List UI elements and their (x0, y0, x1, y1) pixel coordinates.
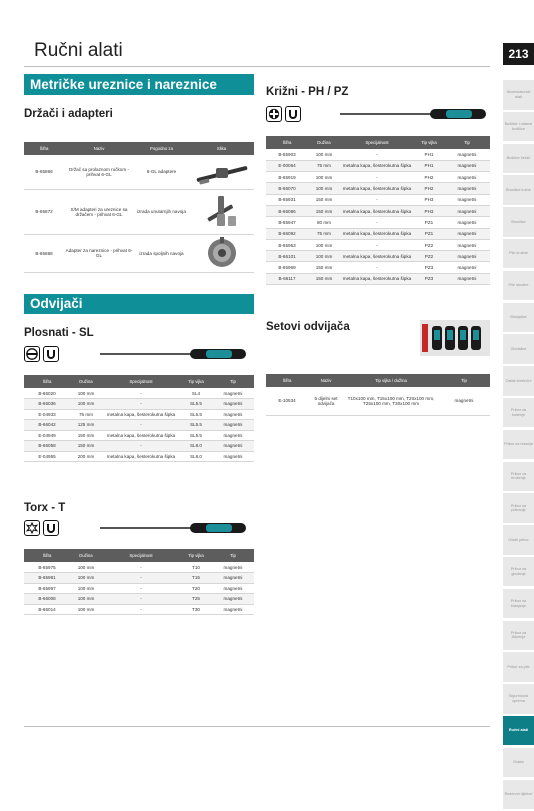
cell-naziv: Držač sa prolaznom ručkom - prihvat 6-GL (64, 155, 134, 189)
col-header: Tip (212, 375, 254, 388)
cell-specijalnost: metalna kapa, šesterokutna šipka (340, 251, 414, 262)
cell-pogodno: 6-GL adaptere (134, 155, 189, 189)
side-tab[interactable]: Ostalo (503, 748, 534, 778)
table-row (266, 262, 490, 273)
cell-naziv: Adapter za nareznice - prihvat 6-GL (64, 234, 134, 272)
side-tab[interactable]: Rezervni dijelovi (503, 780, 534, 810)
cell-pogodno: izrada spoljnih navoja (134, 234, 189, 272)
cell-tip-vijka: SL5.5 (180, 420, 212, 431)
cell-tip: magnetni (212, 420, 254, 431)
table-row (266, 172, 490, 183)
cell-tip: magnetni (212, 594, 254, 605)
cell-tip: magnetni (444, 205, 490, 216)
cell-specijalnost: - (102, 388, 180, 399)
side-tab[interactable]: Pribor za brušenje (503, 462, 534, 492)
cell-specijalnost: - (102, 604, 180, 615)
cell-tip-vijka: PH2 (414, 172, 444, 183)
magnet-icon (43, 520, 59, 536)
table-row (266, 194, 490, 205)
cell-sifra: B-65947 (266, 217, 308, 228)
cell-sifra: B-66036 (24, 399, 70, 410)
cell-specijalnost: - (102, 573, 180, 584)
cell-sifra: E-04933 (24, 409, 70, 420)
col-header: Specijalnost (102, 549, 180, 562)
cell-specijalnost: metalna kapa, šesterokutna šipka (340, 160, 414, 171)
col-header: Šifra (24, 375, 70, 388)
cell-tip: magnetni (212, 388, 254, 399)
cell-tip-vijka: T10 (180, 562, 212, 573)
table-row (24, 451, 254, 462)
col-header: Šifra (266, 374, 308, 387)
table-row (266, 217, 490, 228)
table-row (24, 562, 254, 573)
cell-tip-vijka: SL5.5 (180, 430, 212, 441)
table-krizni (266, 136, 490, 285)
cell-tip-vijka: PZ1 (414, 228, 444, 239)
cell-duzina: 125 mm (70, 420, 102, 431)
cell-specijalnost: - (340, 217, 414, 228)
col-header: Tip vijka (414, 136, 444, 149)
table-row (24, 573, 254, 584)
table-torx (24, 549, 254, 615)
cell-tip-vijka: SL8.0 (180, 441, 212, 452)
cell-sifra: B-65981 (24, 573, 70, 584)
cell-specijalnost: metalna kapa, šesterokutna šipka (102, 409, 180, 420)
cell-specijalnost: - (102, 420, 180, 431)
cell-tip: magnetni (212, 604, 254, 615)
cell-sifra: B-66042 (24, 420, 70, 431)
cell-naziv: S/M adapteri za ureznice sa držačem - prihvat 6-GL (64, 189, 134, 234)
table-setovi (266, 374, 490, 416)
cell-sifra: B-65888 (24, 234, 64, 272)
cell-duzina: 150 mm (308, 273, 340, 284)
cell-tip: magnetni (212, 409, 254, 420)
cell-sifra: B-65975 (24, 562, 70, 573)
cell-naziv: 5 dijelni set odvijača (308, 387, 344, 415)
col-header: Tip (438, 374, 490, 387)
table-row (24, 420, 254, 431)
tap-wrench-icon (192, 158, 252, 184)
page-number: 213 (503, 43, 534, 65)
cell-tip-vijka: PZ3 (414, 262, 444, 273)
cell-sifra: B-66008 (24, 594, 70, 605)
cell-specijalnost: - (102, 562, 180, 573)
cell-tip: magnetni (444, 160, 490, 171)
cell-specijalnost: metalna kapa, šesterokutna šipka (340, 228, 414, 239)
table-row (24, 409, 254, 420)
col-header: Dužina (70, 375, 102, 388)
section-banner-metricke: Metričke ureznice i nareznice (24, 74, 254, 95)
cell-tip-vijka: SL5.5 (180, 399, 212, 410)
side-tab[interactable]: Sigurnosna oprema (503, 684, 534, 714)
cell-specijalnost: - (102, 441, 180, 452)
cell-sifra: B-65919 (266, 172, 308, 183)
cell-tip: magnetni (444, 194, 490, 205)
col-header: Pogodno za (134, 142, 189, 155)
cell-tip-vijka: PH2 (414, 183, 444, 194)
side-tab[interactable]: Ostali pribor (503, 525, 534, 555)
screwdriver-set-image (420, 318, 490, 358)
side-tab[interactable]: Bušilice i udarne bušilice (503, 112, 534, 142)
cell-tip: magnetni (444, 239, 490, 250)
side-tab[interactable]: Blanjalice (503, 303, 534, 333)
col-header: Naziv (64, 142, 134, 155)
page-title: Ručni alati (34, 40, 123, 61)
col-header: Šifra (24, 142, 64, 155)
side-tab[interactable]: Pile kružne (503, 239, 534, 269)
cell-tip-vijka: PZ2 (414, 251, 444, 262)
cell-specijalnost: - (340, 239, 414, 250)
side-tab[interactable]: Brusilice (503, 207, 534, 237)
magnet-icon (43, 346, 59, 362)
table-row (266, 228, 490, 239)
cell-tip: magnetni (212, 430, 254, 441)
cell-specijalnost: metalna kapa, šesterokutna šipka (340, 273, 414, 284)
cell-tip: magnetni (444, 251, 490, 262)
col-header: Slika (189, 142, 254, 155)
col-header: Specijalnost (340, 136, 414, 149)
side-tab[interactable]: Pribor za pile (503, 652, 534, 682)
side-tab[interactable]: Brusilice kutne (503, 175, 534, 205)
cell-duzina: 150 mm (70, 430, 102, 441)
cell-tip-vijka: T25 (180, 594, 212, 605)
col-header: Dužina (308, 136, 340, 149)
cell-duzina: 100 mm (70, 583, 102, 594)
side-tab[interactable]: Akumulatorski alati (503, 80, 534, 110)
cell-tip-vijka: T15 (180, 573, 212, 584)
cell-tip-vijka: PZ1 (414, 217, 444, 228)
cell-duzina: 80 mm (308, 217, 340, 228)
cell-specijalnost: metalna kapa, šesterokutna šipka (340, 183, 414, 194)
cell-duzina: 100 mm (70, 399, 102, 410)
side-tab-strip (503, 80, 534, 811)
tap-adapter-icon (202, 192, 242, 230)
cell-duzina: 100 mm (308, 172, 340, 183)
cell-specijalnost: metalna kapa, šesterokutna šipka (102, 451, 180, 462)
table-row (24, 594, 254, 605)
side-tab[interactable]: Ručni alati (503, 716, 534, 746)
cell-tip: magnetni (212, 441, 254, 452)
cell-sifra: B-65866 (24, 155, 64, 189)
cell-sifra: E-10534 (266, 387, 308, 415)
cell-tip-vijka: T20 (180, 583, 212, 594)
cell-tip: magnetni (444, 273, 490, 284)
cell-sifra: B-66086 (266, 205, 308, 216)
screwdriver-sl-image (100, 346, 250, 362)
col-header: Tip (212, 549, 254, 562)
side-tab[interactable]: Pribor za blanjanje (503, 589, 534, 619)
cell-duzina: 100 mm (308, 183, 340, 194)
subsection-title-drzaci: Držači i adapteri (24, 108, 113, 120)
table-row (24, 583, 254, 594)
cell-sifra: B-65953 (266, 239, 308, 250)
col-header: Tip vijka (180, 375, 212, 388)
cell-duzina: 100 mm (70, 562, 102, 573)
side-tab[interactable]: Pile ubodne (503, 271, 534, 301)
cell-tip-vijka: SL5.5 (180, 409, 212, 420)
cell-specijalnost: metalna kapa, šesterokutna šipka (102, 430, 180, 441)
cell-duzina: 150 mm (308, 205, 340, 216)
side-tab[interactable]: Glodalice (503, 334, 534, 364)
cell-sifra: B-66117 (266, 273, 308, 284)
col-header: Šifra (24, 549, 70, 562)
table-plosnati (24, 375, 254, 462)
cell-specijalnost: metalna kapa, šesterokutna šipka (340, 205, 414, 216)
cell-tip-vijka: PH1 (414, 160, 444, 171)
col-header: Dužina (70, 549, 102, 562)
cell-sifra: B-66101 (266, 251, 308, 262)
col-header: Specijalnost (102, 375, 180, 388)
cell-specijalnost: - (340, 262, 414, 273)
subsection-title-torx: Torx - T (24, 502, 66, 514)
col-header: Tip (444, 136, 490, 149)
cell-duzina: 150 mm (70, 441, 102, 452)
cell-specijalnost: - (102, 594, 180, 605)
table-row (24, 441, 254, 452)
table-row (266, 149, 490, 160)
side-tab[interactable]: Pribor za glodanje (503, 557, 534, 587)
cell-duzina: 200 mm (70, 451, 102, 462)
bottom-divider (24, 726, 490, 727)
cell-duzina: 150 mm (308, 194, 340, 205)
cell-sifra: B-65903 (266, 149, 308, 160)
cell-sifra: E-04955 (24, 451, 70, 462)
cell-tip: magnetni (444, 183, 490, 194)
col-header: Tip vijka / dužina (344, 374, 438, 387)
subsection-title-plosnati: Plosnati - SL (24, 327, 94, 339)
product-image-holder (189, 234, 254, 272)
col-header: Šifra (266, 136, 308, 149)
table-row (24, 604, 254, 615)
die-adapter-icon (204, 237, 240, 269)
cell-duzina: 75 mm (308, 228, 340, 239)
cell-specijalnost: - (340, 194, 414, 205)
side-tab[interactable]: Pribor za poliranje (503, 493, 534, 523)
cell-sifra: B-65969 (266, 262, 308, 273)
cell-specijalnost: - (340, 149, 414, 160)
cell-tip-vijka: SL8.0 (180, 451, 212, 462)
side-tab[interactable]: Pribor za čišćenje (503, 621, 534, 651)
cell-specijalnost: - (102, 399, 180, 410)
cell-tip-vijka: PH3 (414, 194, 444, 205)
magnet-icon (285, 106, 301, 122)
table-row (266, 205, 490, 216)
product-image-holder (189, 189, 254, 234)
cell-sifra: B-65931 (266, 194, 308, 205)
subsection-title-setovi: Setovi odvijača (266, 321, 350, 333)
cell-tip: magnetni (444, 217, 490, 228)
cell-tip: magnetni (444, 149, 490, 160)
table-row (24, 388, 254, 399)
subsection-title-krizni: Križni - PH / PZ (266, 86, 349, 98)
cell-sifra: E-00064 (266, 160, 308, 171)
section-banner-odvijaci: Odvijači (24, 294, 254, 314)
cell-tip: magnetni (212, 451, 254, 462)
cell-duzina: 75 mm (70, 409, 102, 420)
side-tab[interactable]: Pribor za bušenje (503, 398, 534, 428)
cell-tip-vijka: SL4 (180, 388, 212, 399)
cell-tip: magnetni (212, 399, 254, 410)
cell-tip-vijka: T10x100 mm, T15x100 mm, T20x100 mm, T25x100 mm, T30x100 mm (344, 387, 438, 415)
cell-tip-vijka: PZ2 (414, 239, 444, 250)
cell-specijalnost: - (102, 583, 180, 594)
table-row (266, 239, 490, 250)
cell-tip-vijka: T30 (180, 604, 212, 615)
cell-tip: magnetni (444, 228, 490, 239)
table-row (24, 399, 254, 410)
slotted-screwdriver-icon (24, 346, 40, 362)
cell-sifra: B-66092 (266, 228, 308, 239)
col-header: Naziv (308, 374, 344, 387)
cell-duzina: 100 mm (308, 149, 340, 160)
cell-sifra: B-65997 (24, 583, 70, 594)
col-header: Tip vijka (180, 549, 212, 562)
cell-tip: magnetni (444, 172, 490, 183)
cell-duzina: 100 mm (308, 251, 340, 262)
cell-sifra: B-66070 (266, 183, 308, 194)
cell-sifra: B-66058 (24, 441, 70, 452)
product-image-holder (189, 155, 254, 189)
cell-tip: magnetni (212, 573, 254, 584)
cell-sifra: B-66014 (24, 604, 70, 615)
table-row (266, 160, 490, 171)
cell-tip-vijka: PZ3 (414, 273, 444, 284)
torx-icon (24, 520, 40, 536)
cell-sifra: E-04949 (24, 430, 70, 441)
table-drzaci (24, 142, 254, 273)
cell-tip: magnetni (438, 387, 490, 415)
top-divider (24, 66, 490, 67)
cell-duzina: 75 mm (308, 160, 340, 171)
table-row (24, 430, 254, 441)
side-tab[interactable]: Pribor za rezanje (503, 430, 534, 460)
cell-duzina: 100 mm (70, 594, 102, 605)
cell-sifra: B-66020 (24, 388, 70, 399)
screwdriver-ph-image (340, 106, 490, 122)
table-row (266, 183, 490, 194)
cell-tip: magnetni (212, 583, 254, 594)
cell-tip: magnetni (212, 562, 254, 573)
cell-tip-vijka: PH1 (414, 149, 444, 160)
cell-duzina: 100 mm (70, 573, 102, 584)
cell-pogodno: izrada unutarnjih navoja (134, 189, 189, 234)
cell-tip: magnetni (444, 262, 490, 273)
cell-sifra: B-65872 (24, 189, 64, 234)
cell-specijalnost: - (340, 172, 414, 183)
cell-duzina: 100 mm (308, 239, 340, 250)
cell-duzina: 150 mm (308, 262, 340, 273)
cell-duzina: 100 mm (70, 388, 102, 399)
cell-tip-vijka: PH3 (414, 205, 444, 216)
phillips-icon (266, 106, 282, 122)
table-row (266, 251, 490, 262)
cell-duzina: 100 mm (70, 604, 102, 615)
table-row (266, 273, 490, 284)
side-tab[interactable]: Bušilice čekići (503, 144, 534, 174)
screwdriver-torx-image (100, 520, 250, 536)
side-tab[interactable]: Ostali električni (503, 366, 534, 396)
